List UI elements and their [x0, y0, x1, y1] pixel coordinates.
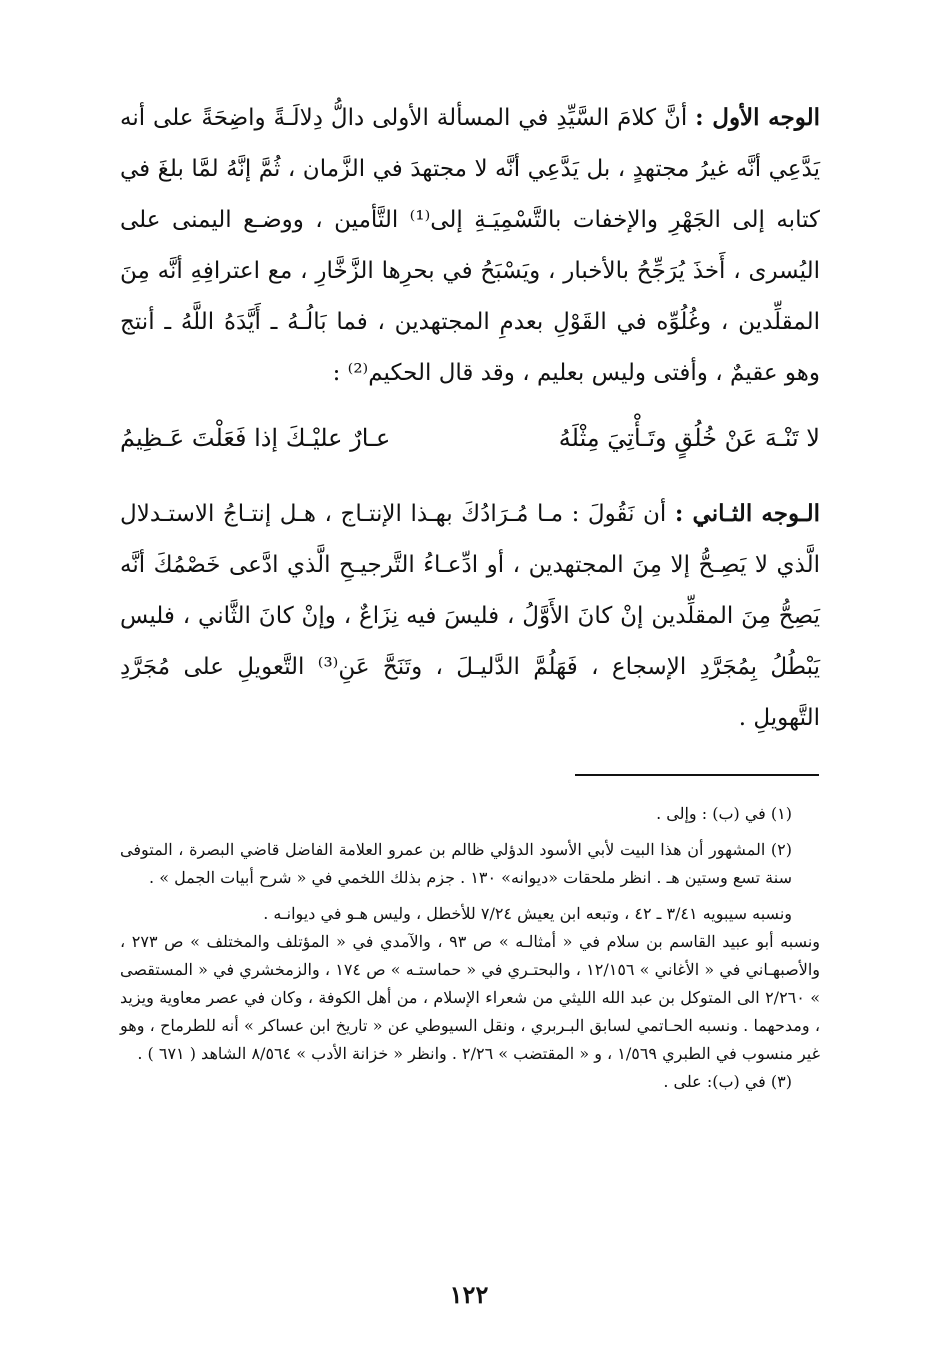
page-number: ١٢٢ — [449, 1280, 489, 1309]
footnote-2-sibawayh: ونسبه سيبويه ٣/٤١ ـ ٤٢ ، وتبعه ابن يعيش ٧/٢٤ للأخطل ، وليس هـو في ديوانـه . — [263, 904, 792, 923]
footnote-2-attributions: ونسبه أبو عبيد القاسم بن سلام في « أمثالـه » ص ٩٣ ، والآمدي في « المؤتلف والمختلف » ص ٢٧٣ ، والأصبهـاني في « الأغاني » ١٢/١٥٦ ، والبحتـري في « حماستـه » ص ١٧٤ ، والزمخشري في « المستقصى » ٢/٢٦٠ الى المتوكل بن عبد الله الليثي من شعراء الإسلام ، من أهل الكوفة ، وكان في عصر معاوية ويزيد ، ومدحهما . ونسبه الحـاتمي لسابق البـربري ، ونقل السيوطي عن « تاريخ ابن عساكر » أنه للطرماح ، وهو غير منسوب في الطبري ١/٥٦٩ ، و « المقتضب » ٢/٢٦ . وانظر « خزانة الأدب » ٨/٥٦٤ الشاهد ( ٦٧١ ) . — [120, 932, 821, 1063]
verse-second-hemistich: عـارٌ عليْـكَ إذا فَعَلْتَ عَـظِيمُ — [120, 424, 391, 452]
main-text-block — [120, 92, 820, 399]
paragraph-lead-first: الوجه الأول : — [695, 104, 820, 131]
paragraph-lead-second: الـوجه الثـاني : — [674, 500, 820, 527]
paragraph-body-second: أن نَقُولَ : مـا مُـرَادُكَ بهـذا الإنتـاج ، هـل إنتـاجُ الاستـدلال الَّذي لا يَصِـحُّ إلا مِنَ المجتهدين ، أو ادِّعـاءُ التَّرجيـحِ الَّذي ادَّعى خَصْمُكَ أنَّه يَصِحُّ مِنَ المقلِّدين إنْ كانَ الأَوَّلُ ، فليسَ فيه نِزَاعٌ ، وإنْ كانَ الثَّاني ، فليس يَبْطُلُ بِمُجَرَّدِ الإسجاع ، فَهَلُمَّ الدَّليـلَ ، وتَنَحَّ عَنِ⁽³⁾ التَّعويلِ على مُجَرَّدِ التَّهويلِ . — [120, 501, 820, 731]
verse-first-hemistich: لا تَنْـهَ عَنْ خُلُقٍ وتَـأْتِيَ مِثْلَهُ — [558, 424, 820, 452]
paragraph-body-first: أنَّ كلامَ السَّيِّدِ في المسألة الأولى دالُّ دِلالَـةً واضِحَةً على أنه يَدَّعِي أنَّه غيرُ مجتهدٍ ، بل يَدَّعِي أنَّه لا مجتهدَ في الزَّمان ، ثُمَّ إنَّهُ لمَّا بلغَ في كتابه إلى الجَهْرِ والإخفات بالتَّسْمِيَـةِ إلى⁽¹⁾ التَّأمين ، ووضـع اليمنى على اليُسرى ، أَخذَ يُرَجِّحُ بالأخبار ، ويَسْبَحُ في بحرِها الزَّخَّارِ ، مع اعترافِهِ أنَّه مِنَ المقلِّدين ، وغُلُوِّه في القَوْلِ بعدمِ المجتهدين ، فما بَالُـهُ ـ أَيَّدَهُ اللَّهُ ـ أنتج وهو عقيمٌ ، وأفتى وليس بعليم ، وقد قال الحكيم⁽²⁾ : — [120, 105, 820, 386]
footnote-3: (٣) في (ب): على . — [663, 1072, 792, 1091]
second-text-block — [120, 488, 820, 744]
footnote-1: (١) في (ب) : وإلى . — [656, 804, 792, 823]
paragraph-first-aspect — [120, 92, 820, 399]
footnote-separator — [575, 774, 819, 776]
footnotes — [120, 800, 820, 1096]
footnote-2: (٢) المشهور أن هذا البيت لأبي الأسود الدؤلي ظالم بن عمرو العلامة الفاضل قاضي البصرة ، المتوفى سنة تسع وستين هـ . انظر ملحقات «ديوانه» ١٣٠ . جزم بذلك اللخمي في « شرح أبيات الجمل » . — [120, 840, 792, 887]
paragraph-second-aspect — [120, 488, 820, 744]
poetry-verse — [120, 410, 820, 466]
